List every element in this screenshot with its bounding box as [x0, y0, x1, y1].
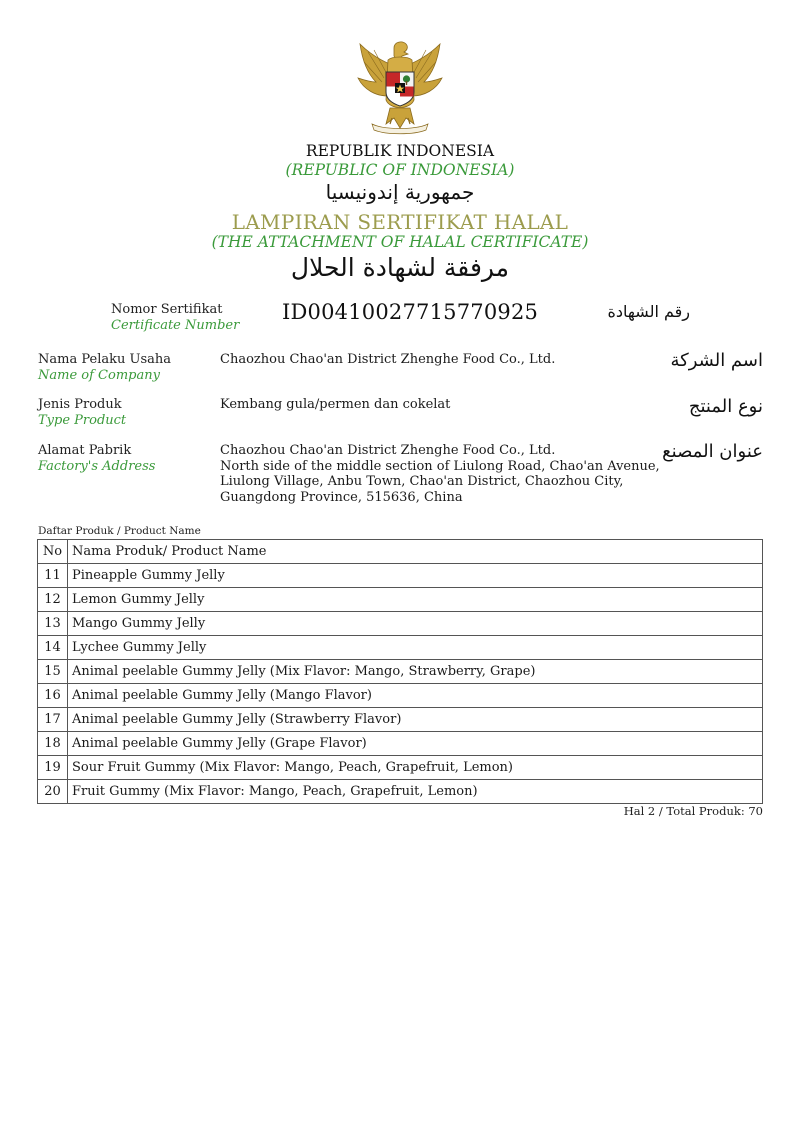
- row-product-name: Lemon Gummy Jelly: [68, 588, 763, 612]
- factory-address-label-ar: عنوان المصنع: [662, 441, 763, 462]
- table-row: [38, 780, 763, 804]
- product-list-caption: Daftar Produk / Product Name: [38, 525, 201, 537]
- table-row: [38, 708, 763, 732]
- factory-address-line: Guangdong Province, 515636, China: [220, 490, 463, 505]
- certificate-number-label-en: Certificate Number: [111, 318, 240, 333]
- factory-address-label-en: Factory's Address: [38, 459, 156, 474]
- republic-title-en: (REPUBLIC OF INDONESIA): [285, 161, 515, 179]
- row-product-name: Animal peelable Gummy Jelly (Strawberry Flavor): [68, 708, 763, 732]
- page-info: Hal 2 / Total Produk: 70: [623, 804, 763, 818]
- product-type-label-en: Type Product: [38, 413, 127, 428]
- row-product-name: Lychee Gummy Jelly: [68, 636, 763, 660]
- row-number: 15: [38, 660, 68, 684]
- table-row: [38, 684, 763, 708]
- certificate-number-label: Nomor Sertifikat: [111, 302, 223, 317]
- republic-title-ar: جمهورية إندونيسيا: [325, 180, 475, 204]
- row-number: 17: [38, 708, 68, 732]
- table-row: [38, 732, 763, 756]
- row-number: 14: [38, 636, 68, 660]
- row-number: 13: [38, 612, 68, 636]
- table-row: [38, 756, 763, 780]
- certificate-number-value: ID00410027715770925: [282, 300, 539, 324]
- company-label-ar: اسم الشركة: [670, 350, 763, 371]
- row-number: 19: [38, 756, 68, 780]
- garuda-pancasila-icon: [350, 38, 450, 138]
- document-title-en: (THE ATTACHMENT OF HALAL CERTIFICATE): [211, 233, 589, 251]
- factory-address-line: Chaozhou Chao'an District Zhenghe Food Co., Ltd.: [220, 443, 556, 458]
- column-header-no: No: [38, 540, 68, 564]
- product-table: [37, 539, 763, 804]
- company-label: Nama Pelaku Usaha: [38, 352, 171, 367]
- product-type-value: Kembang gula/permen dan cokelat: [220, 397, 451, 412]
- document-title-ar: مرفقة لشهادة الحلال: [290, 253, 510, 282]
- product-type-label: Jenis Produk: [38, 397, 122, 412]
- row-number: 16: [38, 684, 68, 708]
- row-product-name: Animal peelable Gummy Jelly (Mix Flavor: Mango, Strawberry, Grape): [68, 660, 763, 684]
- company-label-en: Name of Company: [38, 368, 160, 383]
- product-type-label-ar: نوع المنتج: [688, 396, 763, 417]
- row-number: 12: [38, 588, 68, 612]
- document-title: LAMPIRAN SERTIFIKAT HALAL: [231, 210, 569, 234]
- table-row: [38, 564, 763, 588]
- row-product-name: Fruit Gummy (Mix Flavor: Mango, Peach, Grapefruit, Lemon): [68, 780, 763, 804]
- factory-address-label: Alamat Pabrik: [38, 443, 132, 458]
- row-product-name: Sour Fruit Gummy (Mix Flavor: Mango, Peach, Grapefruit, Lemon): [68, 756, 763, 780]
- table-row: [38, 588, 763, 612]
- row-number: 20: [38, 780, 68, 804]
- row-product-name: Mango Gummy Jelly: [68, 612, 763, 636]
- row-number: 18: [38, 732, 68, 756]
- factory-address-line: North side of the middle section of Liulong Road, Chao'an Avenue,: [220, 459, 660, 474]
- table-row: [38, 660, 763, 684]
- row-product-name: Animal peelable Gummy Jelly (Grape Flavor): [68, 732, 763, 756]
- factory-address-line: Liulong Village, Anbu Town, Chao'an District, Chaozhou City,: [220, 474, 624, 489]
- republic-title: REPUBLIK INDONESIA: [305, 142, 495, 160]
- table-row: [38, 612, 763, 636]
- certificate-number-label-ar: رقم الشهادة: [607, 302, 690, 321]
- row-product-name: Pineapple Gummy Jelly: [68, 564, 763, 588]
- column-header-product-name: Nama Produk/ Product Name: [68, 540, 763, 564]
- company-value: Chaozhou Chao'an District Zhenghe Food Co., Ltd.: [220, 352, 556, 367]
- table-header-row: [38, 540, 763, 564]
- row-number: 11: [38, 564, 68, 588]
- table-row: [38, 636, 763, 660]
- row-product-name: Animal peelable Gummy Jelly (Mango Flavor): [68, 684, 763, 708]
